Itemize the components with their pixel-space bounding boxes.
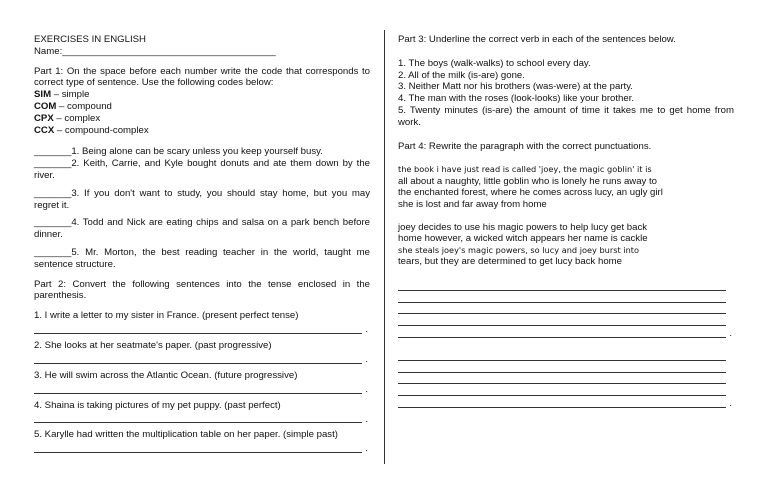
- part1-item-3[interactable]: _______3. If you don't want to study, you should stay home, but you may regret it.: [34, 187, 370, 211]
- paragraph-1: [398, 164, 734, 210]
- answer-line-5[interactable]: .: [34, 441, 362, 453]
- part3-instructions: Part 3: Underline the correct verb in each of the sentences below.: [398, 34, 676, 45]
- paragraph-1-line: the book i have just read is called 'joey, the magic goblin' it is: [398, 164, 652, 175]
- rewrite-line[interactable]: [398, 361, 726, 373]
- part2-instructions: Part 2: Convert the following sentences into the tense enclosed in the parenthesis.: [34, 278, 370, 302]
- left-column: [34, 34, 370, 453]
- rewrite-line[interactable]: [398, 384, 726, 396]
- part3-item-3[interactable]: 3. Neither Matt nor his brothers (was-were) at the party.: [398, 81, 633, 93]
- answer-line-1[interactable]: .: [34, 322, 362, 334]
- rewrite-line[interactable]: [398, 280, 726, 292]
- part2-item-2: 2. She looks at her seatmate's paper. (past progressive): [34, 339, 272, 351]
- part2-item-4: 4. Shaina is taking pictures of my pet puppy. (past perfect): [34, 399, 281, 411]
- rewrite-line[interactable]: [398, 291, 726, 303]
- rewrite-lines-group-2: [398, 350, 734, 408]
- answer-line-3[interactable]: .: [34, 382, 362, 394]
- paragraph-1-line: the enchanted forest, where he comes across lucy, an ugly girl: [398, 187, 663, 199]
- rewrite-line[interactable]: [398, 350, 726, 362]
- answer-line-4[interactable]: .: [34, 411, 362, 423]
- part3-item-2[interactable]: 2. All of the milk (is-are) gone.: [398, 69, 525, 81]
- worksheet-title: EXERCISES IN ENGLISH: [34, 34, 146, 45]
- part1-item-5[interactable]: _______5. Mr. Morton, the best reading teacher in the world, taught me sentence structure.: [34, 246, 370, 270]
- paragraph-2: [398, 222, 734, 268]
- part1-item-4[interactable]: _______4. Todd and Nick are eating chips and salsa on a park bench before dinner.: [34, 217, 370, 241]
- part2-item-5: 5. Karylle had written the multiplication table on her paper. (simple past): [34, 429, 338, 441]
- paragraph-1-line: she is lost and far away from home: [398, 198, 547, 210]
- paragraph-2-line: tears, but they are determined to get lucy back home: [398, 256, 622, 268]
- code-sim: SIM – simple: [34, 89, 90, 101]
- rewrite-line[interactable]: .: [398, 396, 726, 408]
- rewrite-lines-group-1: [398, 280, 734, 338]
- part2-item-3: 3. He will swim across the Atlantic Ocean. (future progressive): [34, 369, 298, 381]
- part1-item-1[interactable]: _______1. Being alone can be scary unless you keep yourself busy.: [34, 146, 323, 158]
- paragraph-2-line: joey decides to use his magic powers to help lucy get back: [398, 222, 648, 233]
- paragraph-1-line: all about a naughty, little goblin who is lonely he runs away to: [398, 175, 658, 187]
- part3-item-5[interactable]: 5. Twenty minutes (is-are) the amount of time it takes me to get home from work.: [398, 104, 734, 128]
- part3-item-1[interactable]: 1. The boys (walk-walks) to school every day.: [398, 57, 591, 69]
- code-com: COM – compound: [34, 100, 112, 112]
- answer-line-2[interactable]: .: [34, 352, 362, 364]
- rewrite-line[interactable]: .: [398, 326, 726, 338]
- part4-instructions: Part 4: Rewrite the paragraph with the correct punctuations.: [398, 140, 652, 152]
- rewrite-line[interactable]: [398, 314, 726, 326]
- column-divider: [384, 30, 385, 464]
- part2-item-1: 1. I write a letter to my sister in France. (present perfect tense): [34, 310, 299, 322]
- rewrite-line[interactable]: [398, 303, 726, 315]
- paragraph-2-line: home however, a wicked witch appears her name is cackle: [398, 233, 648, 245]
- part3-item-4[interactable]: 4. The man with the roses (look-looks) like your brother.: [398, 93, 635, 105]
- code-ccx: CCX – compound-complex: [34, 124, 149, 136]
- rewrite-line[interactable]: [398, 373, 726, 385]
- paragraph-2-line: she steals joey's magic powers, so lucy and joey burst into: [398, 244, 639, 255]
- part1-item-2[interactable]: _______2. Keith, Carrie, and Kyle bought donuts and ate them down by the river.: [34, 158, 370, 181]
- name-field[interactable]: Name:________________________________________: [34, 45, 276, 57]
- right-column: [398, 34, 734, 408]
- part1-instructions: Part 1: On the space before each number write the code that corresponds to correct type of sentence. Use the following codes below:: [34, 65, 370, 89]
- code-cpx: CPX – complex: [34, 112, 101, 124]
